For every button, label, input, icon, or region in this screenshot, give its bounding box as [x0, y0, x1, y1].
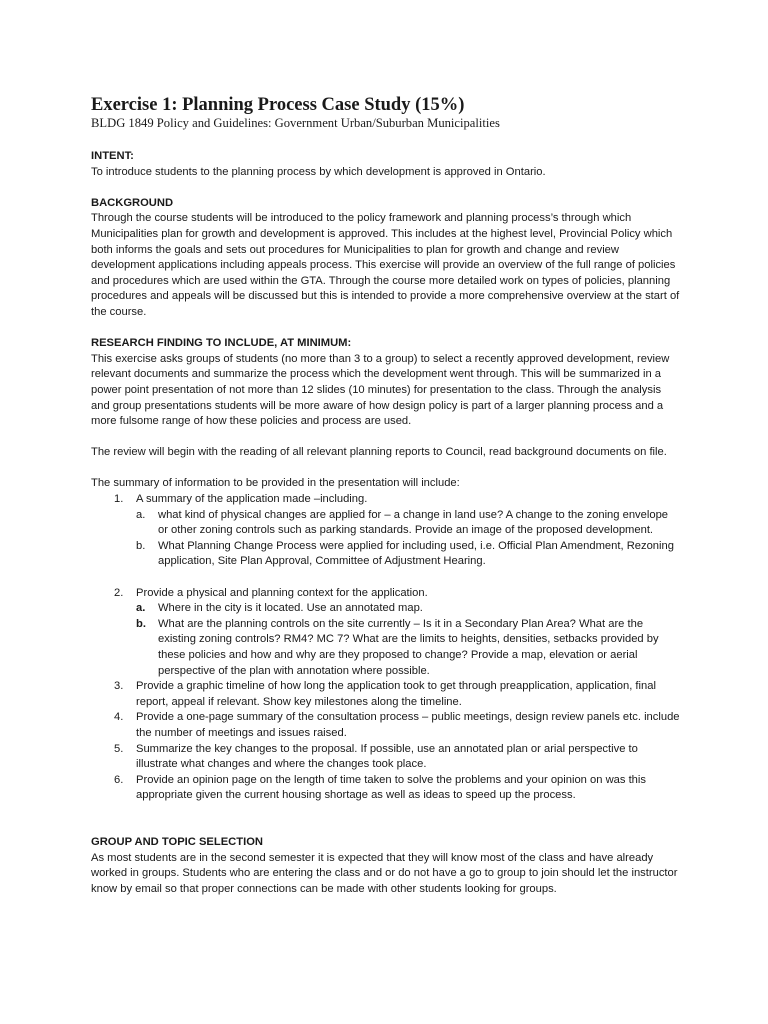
list-item — [91, 679, 681, 710]
list-number: 1. — [114, 493, 124, 506]
group-text: As most students are in the second semester it is expected that they will know most of the class and have already worked in groups. Students who are entering the class and or do not have a go to group to join should let the instructor know by email so that proper connections can be made with other students looking for groups. — [91, 851, 678, 895]
list-number: 6. — [114, 773, 124, 786]
background-heading: BACKGROUND — [91, 196, 174, 209]
list-number: 4. — [114, 711, 124, 724]
list-item — [91, 492, 681, 586]
background-section — [91, 196, 681, 321]
sub-list-letter: b. — [136, 617, 146, 630]
sub-list-item — [91, 539, 681, 570]
list-item — [91, 742, 681, 773]
list-item-text: Provide a one-page summary of the consultation process – public meetings, design review panels etc. include the number of meetings and issues raised. — [136, 711, 680, 739]
list-item-text: Provide a physical and planning context for the application. — [136, 586, 428, 599]
sub-list-item — [91, 601, 681, 617]
sub-list-item-text: Where in the city is it located. Use an annotated map. — [158, 602, 423, 615]
list-item — [91, 586, 681, 680]
research-text-3: The summary of information to be provided in the presentation will include: — [91, 477, 460, 490]
background-text: Through the course students will be introduced to the policy framework and planning process’s through which Municipalities plan for growth and development is approved. This includes at the highest level, Provincial Policy which both informs the goals and sets out procedures for Municipalities to plan for growth and change and review development applications including appeals process. This exercise will provide an overview of the full range of policies and procedures which are used within the GTA. Through the course more detailed work on types of policies, planning procedures and appeals will be discussed but this is intended to provide a more comprehensive overview at the start of the course. — [91, 212, 680, 318]
list-number: 2. — [114, 586, 124, 599]
list-item — [91, 710, 681, 741]
intent-heading: INTENT: — [91, 150, 134, 162]
sub-list-item-text: What Planning Change Process were applied for including used, i.e. Official Plan Amendment, Rezoning application, Site Plan Approval, Committee of Adjustment Hearing. — [158, 539, 674, 568]
sub-list-item-text: What are the planning controls on the site currently – Is it in a Secondary Plan Area? What are the existing zoning controls? RM4? MC 7? What are the limits to heights, densities, setbacks provided by these policies and how and why are they proposed to change? Provide a map, elevation or aerial perspective of the plan with annotation where possible. — [158, 617, 659, 677]
research-text-2: The review will begin with the reading of all relevant planning reports to Council, read background documents on file. — [91, 446, 667, 459]
sub-list-item — [91, 617, 681, 679]
list-item — [91, 773, 681, 804]
summary-list — [91, 492, 681, 804]
list-item-text: Provide a graphic timeline of how long the application took to get through preapplication, application, final report, appeal if relevant. Show key milestones along the timeline. — [136, 680, 656, 708]
document-subtitle: BLDG 1849 Policy and Guidelines: Government Urban/Suburban Municipalities — [91, 116, 500, 130]
sub-list-letter: a. — [136, 602, 146, 615]
intent-section — [91, 149, 681, 180]
document-page — [91, 95, 681, 897]
research-heading: RESEARCH FINDING TO INCLUDE, AT MINIMUM: — [91, 337, 352, 350]
sub-list-item-text: what kind of physical changes are applied for – a change in land use? A change to the zoning envelope or other zoning controls such as parking standards. Provide an image of the proposed development. — [158, 508, 669, 537]
list-number: 5. — [114, 742, 124, 755]
group-section — [91, 835, 681, 897]
list-item-text: Provide an opinion page on the length of time taken to solve the problems and your opinion on was this appropriate given the current housing shortage as well as ideas to speed up the process. — [136, 773, 646, 802]
sub-list-item — [91, 508, 681, 539]
group-heading: GROUP AND TOPIC SELECTION — [91, 835, 263, 848]
sub-list-letter: a. — [136, 508, 146, 521]
sub-list — [136, 508, 681, 570]
sub-list — [136, 601, 681, 679]
research-text-1: This exercise asks groups of students (no more than 3 to a group) to select a recently approved development, review relevant documents and summarize the process which the development went through. This will be summarized in a power point presentation of not more than 12 slides (10 minutes) for presentation to the class. Through the analysis and group presentations students will be more aware of how design policy is part of a larger planning process and a more fulsome range of how these policies and process are used. — [91, 352, 670, 428]
list-item-text: Summarize the key changes to the proposal. If possible, use an annotated plan or arial perspective to illustrate what changes and where the changes took place. — [136, 742, 638, 771]
sub-list-letter: b. — [136, 539, 146, 552]
document-title: Exercise 1: Planning Process Case Study (15%) — [91, 95, 465, 115]
list-number: 3. — [114, 680, 124, 693]
research-section — [91, 336, 681, 804]
intent-text: To introduce students to the planning process by which development is approved in Ontario. — [91, 165, 546, 178]
list-item-text: A summary of the application made –including. — [136, 493, 368, 506]
